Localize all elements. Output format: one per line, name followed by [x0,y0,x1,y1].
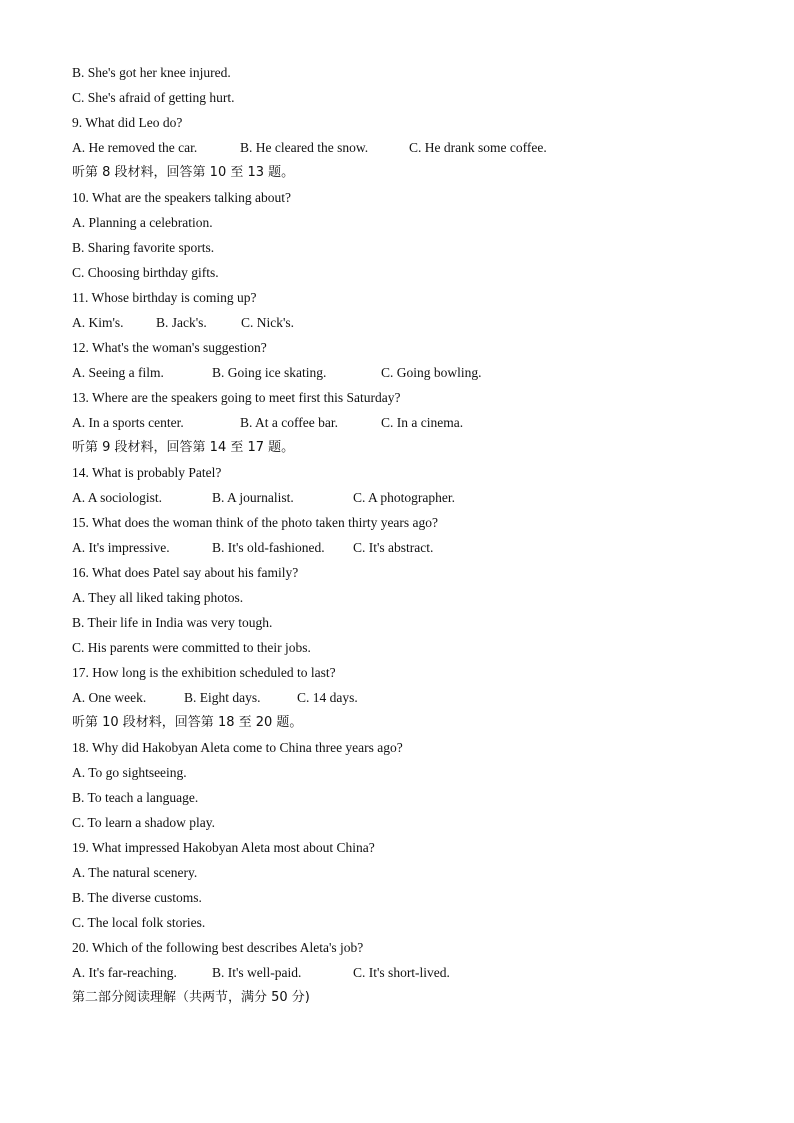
answer-option: C. In a cinema. [381,415,464,430]
answer-option: C. It's short-lived. [353,965,450,980]
answer-option: C. Nick's. [241,315,295,330]
answer-option: C. A photographer. [353,490,455,505]
question-text: 19. What impressed Hakobyan Aleta most about China? [72,840,375,855]
answer-option-line: C. She's afraid of getting hurt. [72,90,235,105]
answer-option: B. He cleared the snow. [240,140,369,155]
answer-option: B. At a coffee bar. [240,415,338,430]
answer-option: C. Going bowling. [381,365,482,380]
question-text: 16. What does Patel say about his family? [72,565,299,580]
answer-options-row [72,687,752,712]
question-text: 20. Which of the following best describes Aleta's job? [72,940,364,955]
answer-option: A. Kim's. [72,315,124,330]
section-heading: 第二部分阅读理解（共两节，满分 50 分) [72,990,310,1005]
answer-option: B. Eight days. [184,690,261,705]
answer-option-line: B. She's got her knee injured. [72,65,231,80]
answer-option: A. He removed the car. [72,140,198,155]
question-text: 11. Whose birthday is coming up? [72,290,257,305]
answer-option: C. It's abstract. [353,540,434,555]
question-text: 13. Where are the speakers going to meet first this Saturday? [72,390,401,405]
answer-option: A. It's impressive. [72,540,170,555]
answer-option-line: B. Their life in India was very tough. [72,615,273,630]
question-text: 12. What's the woman's suggestion? [72,340,267,355]
answer-options-row [72,537,752,562]
section-heading: 听第 10 段材料，回答第 18 至 20 题。 [72,715,303,730]
answer-option: B. A journalist. [212,490,294,505]
answer-option-line: B. Sharing favorite sports. [72,240,215,255]
answer-option: A. Seeing a film. [72,365,164,380]
section-heading: 听第 9 段材料，回答第 14 至 17 题。 [72,440,295,455]
answer-option-line: C. Choosing birthday gifts. [72,265,219,280]
answer-options-row [72,412,752,437]
question-text: 17. How long is the exhibition scheduled to last? [72,665,336,680]
answer-options-row [72,362,752,387]
answer-option: A. A sociologist. [72,490,163,505]
answer-option-line: C. To learn a shadow play. [72,815,216,830]
answer-option: A. In a sports center. [72,415,184,430]
answer-option: B. Jack's. [156,315,207,330]
answer-options-row [72,487,752,512]
answer-option: A. One week. [72,690,147,705]
question-text: 9. What did Leo do? [72,115,183,130]
answer-option: C. 14 days. [297,690,358,705]
answer-options-row [72,312,752,337]
document-page [72,62,752,1012]
answer-option: B. It's old-fashioned. [212,540,325,555]
answer-options-row [72,962,752,987]
section-heading: 听第 8 段材料，回答第 10 至 13 题。 [72,165,295,180]
answer-option-line: A. Planning a celebration. [72,215,213,230]
answer-options-row [72,137,752,162]
answer-option-line: B. To teach a language. [72,790,199,805]
question-text: 10. What are the speakers talking about? [72,190,292,205]
question-text: 18. Why did Hakobyan Aleta come to China three years ago? [72,740,403,755]
answer-option: B. It's well-paid. [212,965,302,980]
answer-option: C. He drank some coffee. [409,140,547,155]
answer-option-line: B. The diverse customs. [72,890,202,905]
answer-option-line: A. To go sightseeing. [72,765,187,780]
answer-option: B. Going ice skating. [212,365,327,380]
answer-option: A. It's far-reaching. [72,965,177,980]
answer-option-line: A. The natural scenery. [72,865,198,880]
question-text: 14. What is probably Patel? [72,465,222,480]
question-text: 15. What does the woman think of the photo taken thirty years ago? [72,515,439,530]
answer-option-line: C. The local folk stories. [72,915,206,930]
answer-option-line: A. They all liked taking photos. [72,590,244,605]
answer-option-line: C. His parents were committed to their jobs. [72,640,311,655]
